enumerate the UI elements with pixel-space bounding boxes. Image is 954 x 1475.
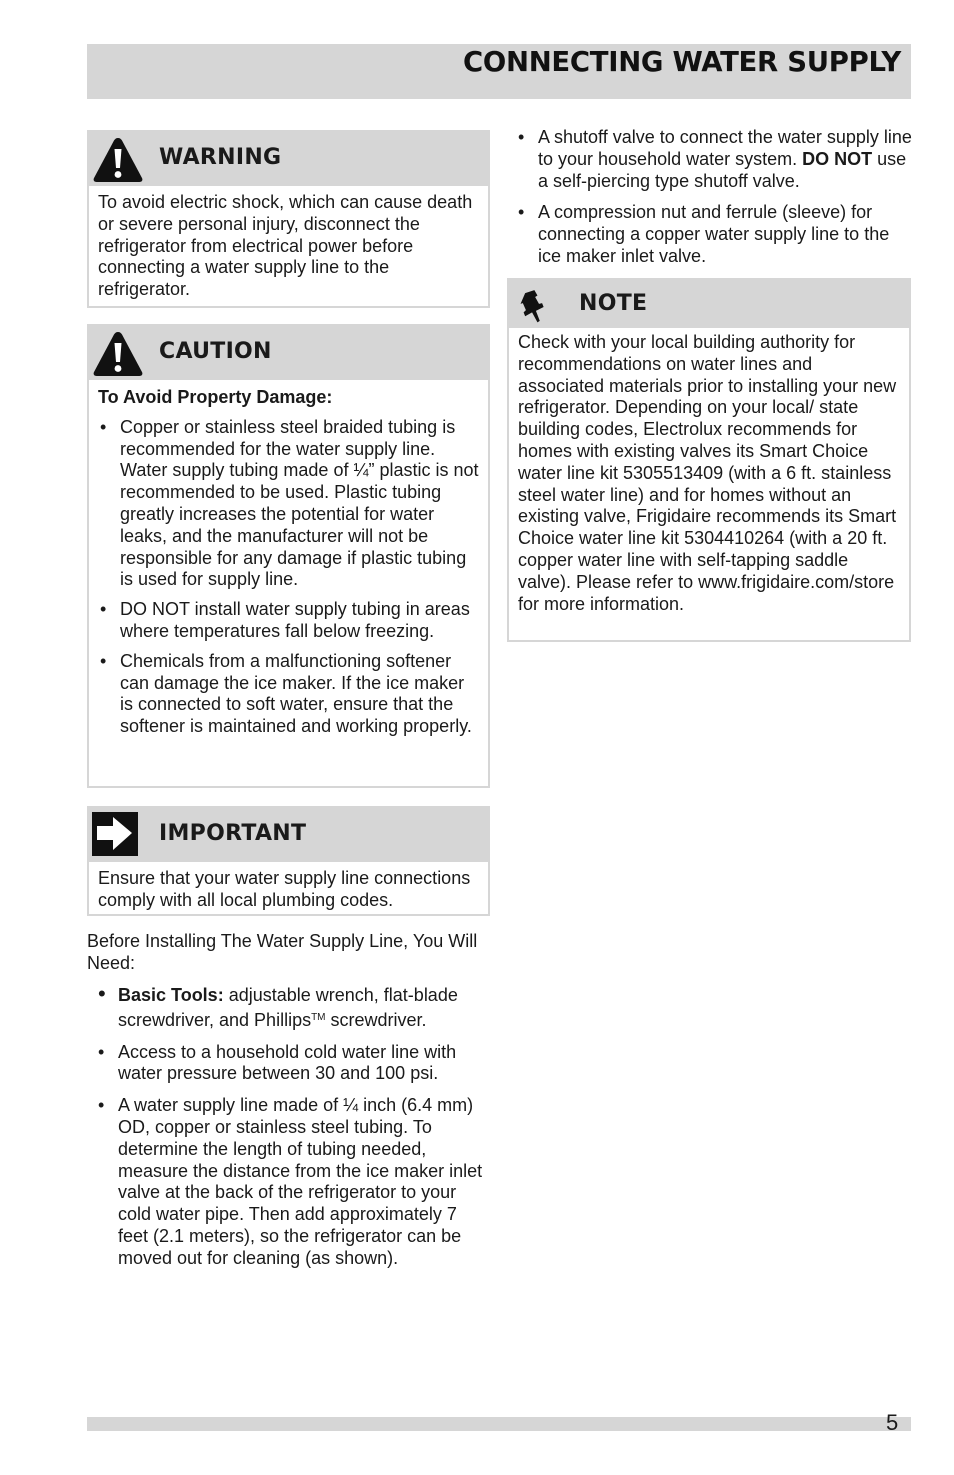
caution-triangle-icon: [92, 330, 144, 378]
pushpin-icon: [519, 284, 559, 330]
important-box: [87, 806, 490, 916]
note-label: NOTE: [579, 291, 648, 316]
caution-list: [98, 417, 480, 738]
caution-content: [89, 380, 488, 750]
caution-header: [89, 326, 488, 380]
caution-label: CAUTION: [159, 339, 272, 364]
list-item: • A water supply line made of ¼ inch (6.4 mm) OD, copper or stainless steel tubing. To determine the length of tubing needed, measure the distance from the ice maker inlet valve at the back of the refrigerator to your cold water pipe. Then add approximately 7 feet (2.1 meters), so the refrigerator can be moved out for cleaning (as shown).: [98, 1095, 483, 1268]
important-label: IMPORTANT: [159, 821, 307, 846]
note-header: [509, 280, 909, 328]
footer-bar: [87, 1417, 911, 1431]
list-item: • Chemicals from a malfunctioning softener can damage the ice maker. If the ice maker is connected to soft water, ensure that the softener is maintained and working properly.: [100, 650, 472, 737]
needs-list-right: [516, 127, 912, 276]
page-number: 5: [886, 1410, 899, 1435]
warning-label: WARNING: [159, 145, 282, 170]
list-item: • Access to a household cold water line with water pressure between 30 and 100 psi.: [98, 1041, 457, 1084]
list-item: • DO NOT install water supply tubing in areas where temperatures fall below freezing.: [100, 599, 470, 641]
warning-header: [89, 132, 488, 186]
note-box: [507, 278, 911, 642]
list-item: • Copper or stainless steel braided tubing is recommended for the water supply line. Water supply tubing made of ¼” plastic is not recommended to be used. Plastic tubing greatly increases the potential for water leaks, and the manufacturer will not be responsible for any damage if plastic tubing is used for supply line.: [100, 416, 479, 590]
list-item: • A compression nut and ferrule (sleeve) for connecting a copper water supply line to the ice maker inlet valve.: [518, 202, 890, 266]
page-title: CONNECTING WATER SUPPLY: [463, 46, 901, 78]
important-header: [89, 808, 488, 862]
list-item: • Basic Tools: adjustable wrench, flat-blade screwdriver, and Phillips™ screwdriver.: [98, 981, 458, 1030]
needs-list-left: [96, 981, 490, 1278]
warning-text: To avoid electric shock, which can cause death or severe personal injury, disconnect the refrigerator from electrical power before connecting a water supply line to the refrigerator.: [98, 192, 473, 300]
important-text: Ensure that your water supply line connections comply with all local plumbing codes.: [98, 868, 471, 910]
note-text: Check with your local building authority for recommendations on water lines and associated materials prior to installing your new refrigerator. Depending on your local/ state building codes, Electrolux recommends for homes with existing valves its Smart Choice water line kit 5305513409 (with a 6 ft. stainless steel water line) and for homes without an existing valve, Frigidaire recommends its Smart Choice water line kit 5304410264 (with a 20 ft. copper water line with self-tapping saddle valve). Please refer to www.frigidaire.com/store for more information.: [518, 332, 897, 614]
warning-box: [87, 130, 490, 308]
caution-subheading: To Avoid Property Damage:: [98, 387, 333, 407]
warning-triangle-icon: [92, 136, 144, 184]
title-bar: [87, 44, 911, 99]
arrow-right-icon: [92, 812, 144, 860]
intro-text: Before Installing The Water Supply Line, You Will Need:: [87, 931, 478, 973]
caution-box: [87, 324, 490, 788]
list-item: • A shutoff valve to connect the water supply line to your household water system. DO NOT use a self-piercing type shutoff valve.: [518, 127, 912, 191]
